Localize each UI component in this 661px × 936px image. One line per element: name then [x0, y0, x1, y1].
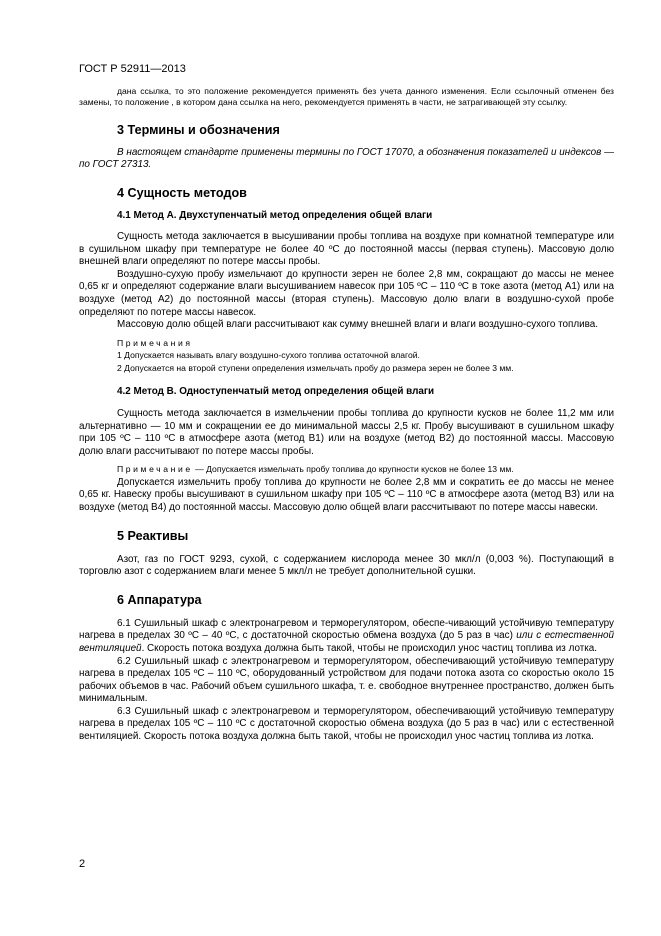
- section-3-text: В настоящем стандарте применены термины по ГОСТ 17070, а обозначения показателей и индексов — по ГОСТ 27313.: [79, 146, 614, 171]
- section-3-title: 3 Термины и обозначения: [117, 122, 280, 137]
- apparatus-6-1-part-a: 6.1 Сушильный шкаф с электронагревом и терморегулятором, обеспе-чивающий устойчивую температуру нагрева в пределах 30 ºС – 40 ºС, с достаточной скоростью обмена воздуха (до 5 раз в час): [79, 617, 614, 642]
- page-number: 2: [79, 858, 86, 870]
- apparatus-6-1-italic: или с естественной вентиляцией: [79, 630, 614, 654]
- section-5-title: 5 Реактивы: [117, 528, 189, 543]
- method-a-title: 4.1 Метод А. Двухступенчатый метод определения общей влаги: [117, 210, 433, 221]
- method-b-note-label: Примечание: [117, 464, 193, 475]
- apparatus-6-2: 6.2 Сушильный шкаф с электронагревом и терморегулятором, обеспечивающий устойчивую температуру нагрева в пределах 105 ºС – 110 ºС, оборудованный устройством для подачи потока азота со скоростью около 15 рабочих объемов в час. Рабочий объем сушильного шкафа, т. е. свободное внутреннее пространство, должен быть минимальным.: [79, 655, 614, 705]
- section-6-title: 6 Аппаратура: [117, 592, 202, 607]
- method-a-note-2: 2 Допускается на второй ступени определения измельчать пробу до размера зерен не более 3 мм.: [117, 362, 514, 373]
- method-b-paragraph-2: Допускается измельчить пробу топлива до крупности не более 2,8 мм и сократить ее до массы не менее 0,65 кг. Навеску пробы высушивают в сушильном шкафу при 105 ºС – 110 ºС в атмосфере азота (метод В3) или на воздухе (метод В4) до постоянной массы. Массовую долю общей влаги рассчитывают по потере массы навески.: [79, 476, 614, 513]
- method-b-note-text: — Допускается измельчать пробу топлива до крупности кусков не более 13 мм.: [192, 464, 514, 475]
- method-b-paragraph-1: Сущность метода заключается в измельчении пробы топлива до крупности кусков не более 11,2 мм или альтернативно — 10 мм и сокращении ее до минимальной массы 2,5 кг. Пробу высушивают в сушильном шкафу при 105 ºС – 110 ºС в атмосфере азота (метод В1) или на воздухе (метод В2) до постоянной массы. Массовую долю влаги рассчитывают по потере массы пробы.: [79, 407, 614, 457]
- apparatus-6-1: [79, 618, 614, 656]
- page-content: [79, 86, 614, 744]
- method-a-paragraph-3: Массовую долю общей влаги рассчитывают как сумму внешней влаги и влаги воздушно-сухого топлива.: [117, 319, 599, 331]
- method-a-note-1: 1 Допускается называть влагу воздушно-сухого топлива остаточной влагой.: [117, 350, 420, 361]
- method-a-notes-label: Примечания: [117, 337, 193, 348]
- method-a-paragraph-1: Сущность метода заключается в высушивании пробы топлива на воздухе при комнатной температуре или в сушильном шкафу при температуре не более 40 ºС до постоянной массы (первая ступень). Массовую долю внешней влаги определяют по потере массы пробы.: [79, 231, 614, 268]
- section-4-title: 4 Сущность методов: [117, 186, 247, 200]
- document-header: ГОСТ Р 52911—2013: [79, 63, 186, 75]
- apparatus-6-1-part-c: . Скорость потока воздуха должна быть такой, чтобы не происходил унос частиц топлива из лотка.: [141, 642, 598, 654]
- method-b-title: 4.2 Метод В. Одноступенчатый метод определения общей влаги: [117, 385, 435, 397]
- apparatus-6-3: 6.3 Сушильный шкаф с электронагревом и терморегулятором, обеспечивающий устойчивую температуру нагрева в пределах 105 ºС – 110 ºС с достаточной скоростью обмена воздуха (до 5 раз в час) или с естественной вентиляцией. Скорость потока воздуха должна быть такой, чтобы не происходил унос частиц топлива из лотка.: [79, 705, 614, 743]
- intro-paragraph: дана ссылка, то это положение рекомендуется применять без учета данного изменения. Если ссылочный отменен без замены, то положение , в котором дана ссылка на него, рекомендуется применять в части, не затрагивающей эту ссылку.: [79, 86, 614, 108]
- method-a-paragraph-2: Воздушно-сухую пробу измельчают до крупности зерен не более 2,8 мм, сокращают до массы не менее 0,65 кг и определяют содержание влаги высушиванием навесок при 105 ºС – 110 ºС в токе азота (метод А1) или на воздухе (метод А2) до постоянной массы (вторая ступень). Массовую долю влаги в воздушно-сухой пробе определяют по потере массы навесок.: [79, 268, 614, 318]
- section-5-text: Азот, газ по ГОСТ 9293, сухой, с содержанием кислорода менее 30 мкл/л (0,003 %). Поступающий в торговлю азот с содержанием влаги менее 5 мкл/л не требует дополнительной сушки.: [79, 553, 614, 578]
- method-b-note: [79, 464, 614, 475]
